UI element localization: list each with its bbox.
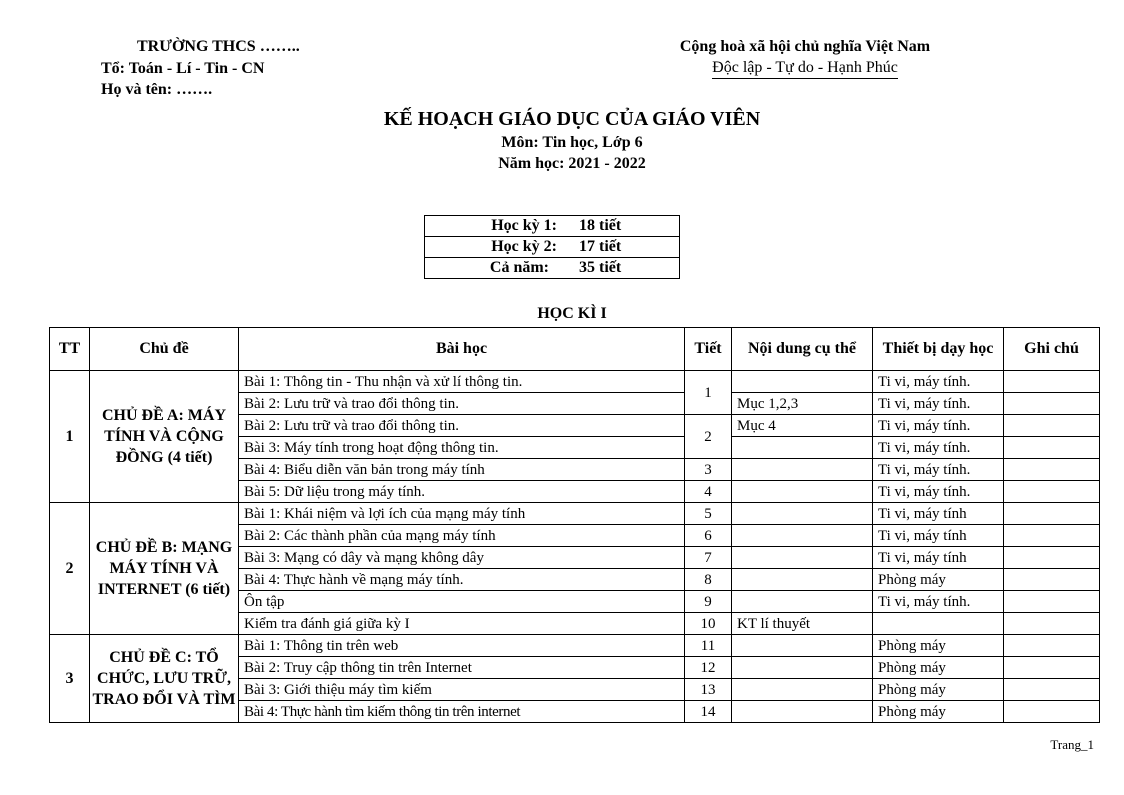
content-cell [732,503,873,525]
content-cell [732,679,873,701]
lesson-cell: Bài 1: Thông tin - Thu nhận và xử lí thông tin. [239,371,685,393]
content-cell [732,481,873,503]
column-header: TT [50,328,90,371]
equipment-cell: Ti vi, máy tính. [873,591,1004,613]
equipment-cell: Ti vi, máy tính. [873,371,1004,393]
period-cell: 6 [685,525,732,547]
period-summary-table [424,215,680,279]
note-cell [1004,679,1100,701]
content-cell [732,371,873,393]
document-title: KẾ HOẠCH GIÁO DỤC CỦA GIÁO VIÊN [383,108,761,130]
table-row [50,503,1100,525]
note-cell [1004,459,1100,481]
note-cell [1004,547,1100,569]
school-year: Năm học: 2021 - 2022 [498,155,646,172]
content-cell [732,591,873,613]
period-cell: 5 [685,503,732,525]
note-cell [1004,437,1100,459]
school-name: TRƯỜNG THCS …….. [137,38,300,55]
country-name: Cộng hoà xã hội chủ nghĩa Việt Nam [679,38,931,55]
period-cell: 8 [685,569,732,591]
document-title-block [0,106,1124,174]
national-motto: Độc lập - Tự do - Hạnh Phúc [712,58,898,79]
column-header: Tiết [685,328,732,371]
period-cell: 7 [685,547,732,569]
period-cell: 9 [685,591,732,613]
equipment-cell: Ti vi, máy tính. [873,393,1004,415]
lesson-cell: Bài 4: Thực hành tìm kiếm thông tin trên internet [239,701,685,723]
lesson-cell: Bài 3: Mạng có dây và mạng không dây [239,547,685,569]
topic-name: CHỦ ĐỀ A: MÁY TÍNH VÀ CỘNG ĐỒNG (4 tiết) [90,371,239,503]
summary-value: 18 tiết [579,217,622,234]
column-header: Ghi chú [1004,328,1100,371]
period-cell: 2 [685,415,732,459]
content-cell [732,525,873,547]
content-cell [732,635,873,657]
period-cell: 4 [685,481,732,503]
summary-label: Học kỳ 2: [491,238,557,255]
topic-number: 3 [50,635,90,723]
content-cell [732,437,873,459]
topic-number: 1 [50,371,90,503]
summary-label: Học kỳ 1: [491,217,557,234]
period-cell: 13 [685,679,732,701]
note-cell [1004,635,1100,657]
content-cell [732,547,873,569]
lesson-cell: Bài 1: Thông tin trên web [239,635,685,657]
note-cell [1004,701,1100,723]
lesson-cell: Bài 3: Máy tính trong hoạt động thông tin. [239,437,685,459]
note-cell [1004,371,1100,393]
equipment-cell: Phòng máy [873,635,1004,657]
subject-line: Môn: Tin học, Lớp 6 [501,134,643,151]
topic-name: CHỦ ĐỀ B: MẠNG MÁY TÍNH VÀ INTERNET (6 tiết) [90,503,239,635]
equipment-cell: Phòng máy [873,657,1004,679]
content-cell: Mục 4 [732,415,873,437]
equipment-cell: Ti vi, máy tính. [873,415,1004,437]
lesson-cell: Bài 2: Lưu trữ và trao đổi thông tin. [239,415,685,437]
summary-value: 17 tiết [579,238,622,255]
period-cell: 3 [685,459,732,481]
note-cell [1004,481,1100,503]
note-cell [1004,569,1100,591]
lesson-cell: Bài 4: Thực hành về mạng máy tính. [239,569,685,591]
column-header: Bài học [239,328,685,371]
equipment-cell: Phòng máy [873,569,1004,591]
equipment-cell: Ti vi, máy tính [873,547,1004,569]
lesson-cell: Bài 5: Dữ liệu trong máy tính. [239,481,685,503]
summary-row [425,237,680,258]
lesson-cell: Kiểm tra đánh giá giữa kỳ I [239,613,685,635]
summary-row [425,216,680,237]
department-name: Tổ: Toán - Lí - Tin - CN [101,60,265,77]
lesson-cell: Bài 2: Các thành phần của mạng máy tính [239,525,685,547]
topic-number: 2 [50,503,90,635]
note-cell [1004,415,1100,437]
note-cell [1004,393,1100,415]
table-row [50,635,1100,657]
content-cell [732,459,873,481]
column-header: Thiết bị dạy học [873,328,1004,371]
period-cell: 1 [685,371,732,415]
summary-label: Cả năm: [489,259,549,276]
table-row [50,371,1100,393]
note-cell [1004,613,1100,635]
equipment-cell: Phòng máy [873,701,1004,723]
equipment-cell: Ti vi, máy tính [873,525,1004,547]
note-cell [1004,503,1100,525]
content-cell [732,569,873,591]
lesson-cell: Bài 4: Biểu diễn văn bản trong máy tính [239,459,685,481]
equipment-cell: Ti vi, máy tính. [873,481,1004,503]
lesson-cell: Bài 2: Lưu trữ và trao đổi thông tin. [239,393,685,415]
column-header: Nội dung cụ thể [732,328,873,371]
teacher-name: Họ và tên: ……. [101,81,213,98]
national-header [560,36,1050,79]
note-cell [1004,525,1100,547]
lesson-cell: Bài 1: Khái niệm và lợi ích của mạng máy tính [239,503,685,525]
table-header-row [50,328,1100,371]
note-cell [1004,591,1100,613]
equipment-cell: Ti vi, máy tính [873,503,1004,525]
note-cell [1004,657,1100,679]
period-cell: 12 [685,657,732,679]
content-cell [732,657,873,679]
equipment-cell: Ti vi, máy tính. [873,437,1004,459]
column-header: Chủ đề [90,328,239,371]
summary-value: 35 tiết [579,259,622,276]
equipment-cell: Ti vi, máy tính. [873,459,1004,481]
lesson-cell: Ôn tập [239,591,685,613]
topic-name: CHỦ ĐỀ C: TỔ CHỨC, LƯU TRỮ, TRAO ĐỔI VÀ TÌM [90,635,239,723]
content-cell: KT lí thuyết [732,613,873,635]
page-number: Trang_1 [1050,737,1094,752]
period-cell: 10 [685,613,732,635]
period-cell: 11 [685,635,732,657]
summary-row [425,258,680,279]
equipment-cell: Phòng máy [873,679,1004,701]
lesson-cell: Bài 3: Giới thiệu máy tìm kiếm [239,679,685,701]
period-cell: 14 [685,701,732,723]
lesson-plan-table [49,327,1100,723]
semester-title: HỌC KÌ I [537,305,607,322]
content-cell [732,701,873,723]
content-cell: Mục 1,2,3 [732,393,873,415]
equipment-cell [873,613,1004,635]
lesson-cell: Bài 2: Truy cập thông tin trên Internet [239,657,685,679]
